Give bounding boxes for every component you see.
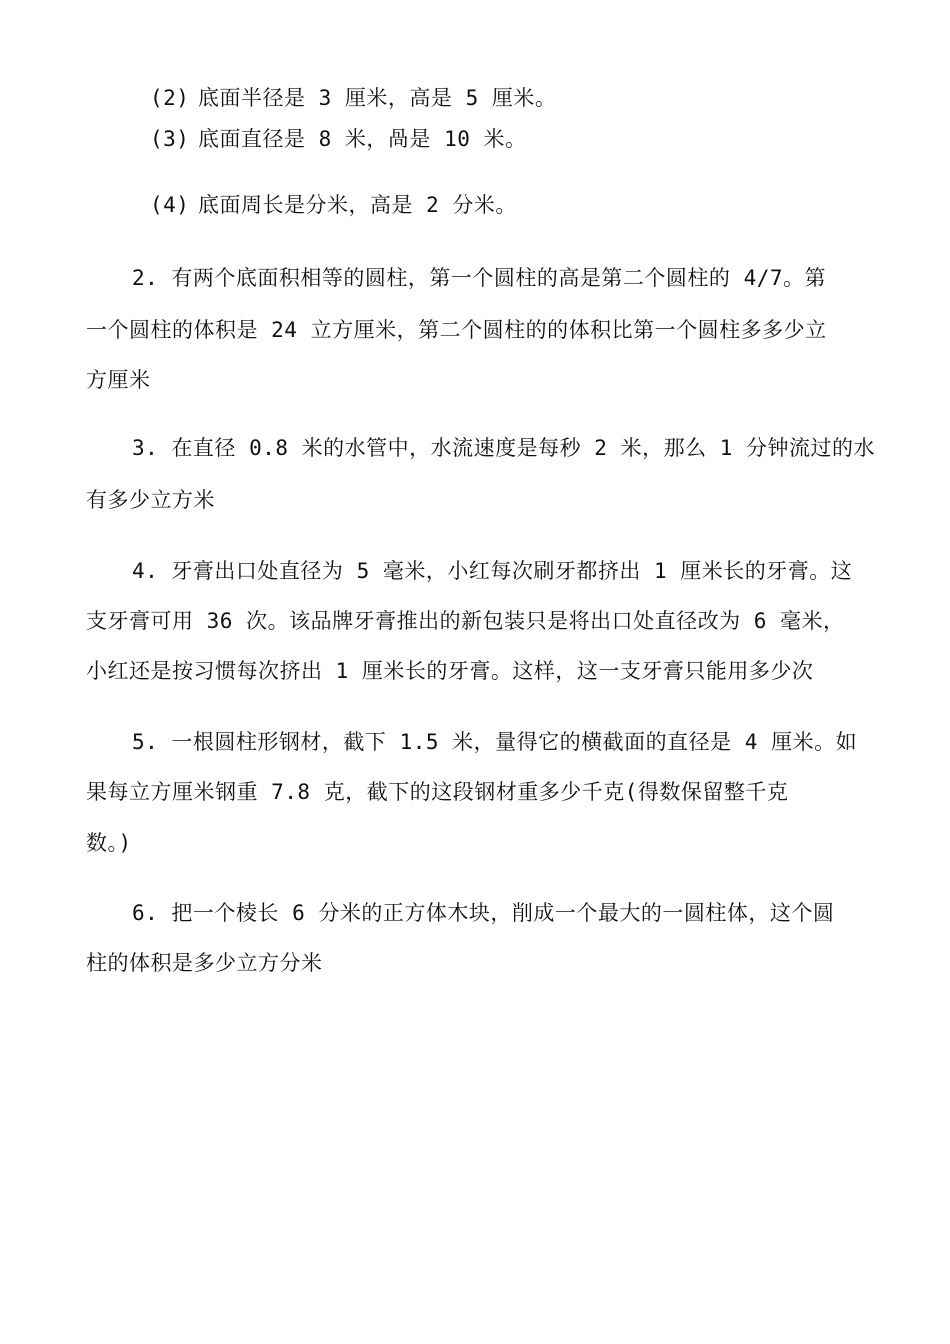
sub-item-4	[150, 190, 517, 220]
sub-item-3	[150, 124, 527, 154]
question-line: 支牙膏可用 36 次。该品牌牙膏推出的新包装只是将出口处直径改为 6 毫米，	[86, 609, 845, 633]
sub-item-number: (3)	[150, 127, 190, 151]
question-line: 数。)	[86, 831, 132, 855]
question-line: 2. 有两个底面积相等的圆柱，第一个圆柱的高是第二个圆柱的 4/7。第	[132, 266, 826, 290]
question-line: 有多少立方米	[86, 488, 215, 512]
sub-item-text: 底面半径是 3 厘米，高是 5 厘米。	[198, 86, 557, 110]
question-line: 果每立方厘米钢重 7.8 克，截下的这段钢材重多少千克(得数保留整千克	[86, 780, 789, 804]
question-line: 方厘米	[86, 368, 151, 392]
sub-item-text: 底面直径是 8 米，咼是 10 米。	[198, 127, 527, 151]
sub-item-number: (4)	[150, 193, 190, 217]
sub-item-number: (2)	[150, 86, 190, 110]
question-line: 4. 牙膏出口处直径为 5 毫米，小红每次刷牙都挤出 1 厘米长的牙膏。这	[132, 559, 853, 583]
question-line: 小红还是按习惯每次挤出 1 厘米长的牙膏。这样，这一支牙膏只能用多少次	[86, 659, 814, 683]
question-line: 柱的体积是多少立方分米	[86, 951, 323, 975]
sub-item-text: 底面周长是分米，高是 2 分米。	[198, 193, 517, 217]
question-line: 6. 把一个棱长 6 分米的正方体木块，削成一个最大的一圆柱体，这个圆	[132, 901, 835, 925]
question-line: 3. 在直径 0.8 米的水管中，水流速度是每秒 2 米，那么 1 分钟流过的水	[132, 436, 876, 460]
sub-item-2	[150, 83, 556, 113]
question-line: 一个圆柱的体积是 24 立方厘米，第二个圆柱的的体积比第一个圆柱多多少立	[86, 318, 827, 342]
question-line: 5. 一根圆柱形钢材，截下 1.5 米，量得它的横截面的直径是 4 厘米。如	[132, 730, 858, 754]
